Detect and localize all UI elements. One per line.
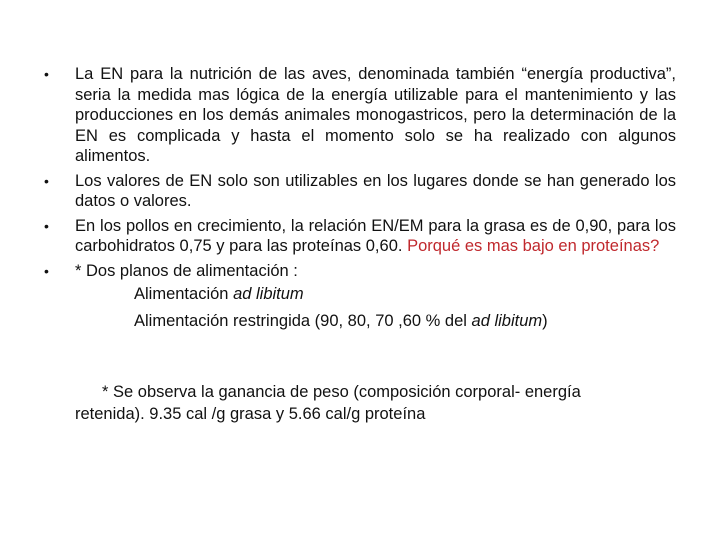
sub-item-text-end: )	[542, 312, 548, 330]
bullet-marker: •	[44, 66, 49, 82]
sub-item-text: Alimentación	[134, 285, 234, 303]
sub-item-italic: ad libitum	[471, 312, 543, 330]
bullet-marker: •	[44, 262, 49, 279]
sub-item-text: Alimentación restringida (90, 80, 70 ,60 % del	[134, 312, 472, 330]
note-line-1: * Se observa la ganancia de peso (composición corporal- energía	[102, 383, 581, 401]
bullet-marker: •	[44, 217, 49, 234]
sub-item-restringida	[75, 308, 676, 335]
highlight-question: Porqué es mas bajo en proteínas?	[407, 237, 660, 255]
note-line-2: retenida). 9.35 cal /g grasa y 5.66 cal/g proteína	[75, 405, 426, 423]
sub-item-italic: ad libitum	[233, 285, 304, 303]
note-ganancia-peso	[75, 381, 675, 425]
sub-item-ad-libitum	[75, 281, 676, 308]
bullet-marker: •	[44, 172, 49, 189]
bullet-item-energia-productiva	[44, 64, 676, 167]
bullet-text: * Dos planos de alimentación :	[75, 261, 298, 280]
bullet-item-planos-alimentacion	[44, 261, 676, 336]
bullet-item-relacion-en-em	[44, 216, 676, 257]
bullet-item-valores-en	[44, 171, 676, 212]
bullet-text: La EN para la nutrición de las aves, denominada también “energía productiva”, seria la medida mas lógica de la energía utilizable para el mantenimiento y las producciones en los demás animales monogastricos, pero la determinación de la EN es complicada y hasta el momento solo se ha realizado con algunos alimentos.	[75, 65, 676, 165]
bullet-list	[44, 64, 676, 339]
bullet-text: Los valores de EN solo son utilizables en los lugares donde se han generado los datos o valores.	[75, 171, 676, 210]
bullet-text: En los pollos en crecimiento, la relación EN/EM para la grasa es de 0,90, para los carbohidratos 0,75 y para las proteínas 0,60.	[75, 216, 676, 255]
